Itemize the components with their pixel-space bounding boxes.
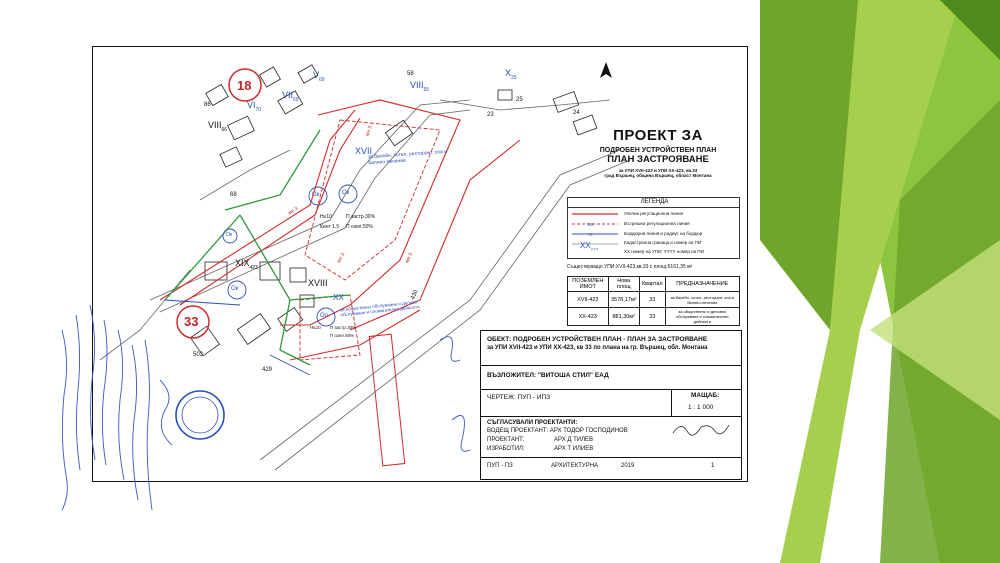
parcel-25: 25 <box>516 97 523 103</box>
param-kint: Кинт 1.5 <box>320 224 340 230</box>
legend-item-3: Бордюрна линия и радиус на бордюр <box>624 231 703 236</box>
legend <box>567 197 740 259</box>
table-cell: 3578,17м² <box>608 292 639 308</box>
parcels-table <box>567 276 740 326</box>
footer-code: ПУП - ПЗ <box>487 463 513 469</box>
legend-item-2: Вътрешна регулационна линия <box>624 221 690 226</box>
table-cell: 33 <box>639 292 665 308</box>
existing-area-note: Съществуващо УПИ:XVII-423,кв.33 с площ:6161,35 м² <box>567 264 693 270</box>
block-18-label: 18 <box>237 78 252 93</box>
upi-xix-label: $XIX_{423}$ <box>235 258 258 271</box>
param-build-density-2: П застр.30% <box>330 325 357 330</box>
zone-ok-label-2: Ок <box>342 190 350 196</box>
made-by-name: АРХ Т ИЛИЕВ <box>554 446 594 452</box>
zone-circles <box>223 185 357 326</box>
project-line-1: за УПИ XVII-423 и УПИ XX-423, кв.33 <box>618 168 698 173</box>
scale-value: 1 : 1 000 <box>688 404 714 411</box>
project-line-2: град Вършец, община Вършец, област Монтана <box>604 173 712 178</box>
agreed-designers: СЪГЛАСУВАЛИ ПРОЕКТАНТИ: <box>487 420 578 426</box>
client-line: ВЪЗЛОЖИТЕЛ: "ВИТОША СТИЛ" ЕАД <box>487 372 609 379</box>
object-label: ОБЕКТ: ПОДРОБЕН УСТРОЙСТВЕН ПЛАН - ПЛАН ЗА ЗАСТРОЯВАНЕ <box>487 336 708 343</box>
official-stamp <box>176 391 224 439</box>
legend-item-4: Кадастрална граница и номер на ПИ <box>624 240 702 245</box>
table-cell: за басейн, хотел, ресторант, спа и балнео-лечение <box>665 292 739 308</box>
object-line-2: за УПИ XVII-423 и УПИ XX-423, кв 33 по плана на гр. Вършец, обл. Монтана <box>487 345 708 351</box>
parcels-table-header <box>568 277 740 292</box>
upi-x-label: $X_{25}$ <box>505 68 517 81</box>
project-header <box>578 127 738 178</box>
designer-signature <box>671 419 731 439</box>
parcel-58: 58 <box>407 71 414 77</box>
param-greenery: П озел.50% <box>346 224 373 230</box>
parcel-503: 503 <box>193 352 204 358</box>
project-subtitle-1: ПОДРОБЕН УСТРОЙСТВЕН ПЛАН <box>599 147 717 154</box>
min-distance-2: мн 3 <box>287 205 300 217</box>
parcel-429: 429 <box>262 367 273 373</box>
upi-v-label: $V_{69}$ <box>313 70 325 83</box>
param-build-density: П застр.30% <box>346 214 376 220</box>
block-33-label: 33 <box>184 314 199 329</box>
zone-oo-label: Оо <box>320 313 329 319</box>
lead-designer: ВОДЕЩ ПРОЕКТАНТ: АРХ ТОДОР ГОСПОДИНОВ <box>487 428 628 434</box>
table-header-cell: Нова площ <box>608 277 639 292</box>
designer-label: ПРОЕКТАНТ: <box>487 437 525 443</box>
table-cell: XX-423 <box>568 308 609 326</box>
designer-name: АРХ Д ТИЛЕВ <box>554 437 594 443</box>
footer-part: АРХИТЕКТУРНА <box>551 463 599 469</box>
param-height-2: Н≤10 <box>310 325 321 330</box>
zone-ok-label-1: Ок <box>312 192 320 198</box>
title-block <box>480 330 742 480</box>
handwritten-signature <box>62 305 470 510</box>
purpose-xvii-note: за басейн, хотел, ресторант, спа и балнео-лечение <box>367 148 448 167</box>
min-distance-1: мн 3 <box>364 125 374 137</box>
table-row <box>568 308 740 326</box>
zone-ok-label-3: Ок <box>226 232 233 238</box>
legend-sample-32: 32 <box>588 232 594 237</box>
parcel-430: 430 <box>410 289 420 301</box>
upi-vi-label: $VI_{70}$ <box>247 100 262 113</box>
min-distance-3: мн 3 <box>335 252 347 264</box>
table-cell: за обществено и деловно обслужване и спомагателни дейности <box>665 308 739 326</box>
table-header-cell: ПРЕДНАЗНАЧЕНИЕ <box>665 277 739 292</box>
upi-xvii-label: XVII <box>355 146 373 156</box>
legend-title: ЛЕГЕНДА <box>640 199 669 205</box>
legend-sample-86: 86 <box>588 222 594 227</box>
param-greenery-2: П озел.50% <box>330 333 355 338</box>
parcel-68: 68 <box>230 192 237 198</box>
parcel-24: 24 <box>573 110 580 116</box>
table-header-cell: ПОЗЕМЛЕН ИМОТ <box>568 277 609 292</box>
made-by-label: ИЗРАБОТИЛ: <box>487 446 525 452</box>
legend-item-5: XX номер на УПИ; YYYY номер на ПИ <box>624 249 704 254</box>
param-height: Н≤10 <box>320 214 332 220</box>
legend-sample-xx: $XX_{YYY}$ <box>580 241 599 252</box>
scale-label: МАЩАБ: <box>691 392 720 399</box>
drawing-line: ЧЕРТЕЖ: ПУП - ИПЗ <box>487 394 551 401</box>
upi-viii-label: $VIII_{55}$ <box>410 80 430 93</box>
project-subtitle-2: ПЛАН ЗАСТРОЯВАНЕ <box>607 154 709 165</box>
legend-item-1: Улична регулационна линия <box>624 211 684 216</box>
footer-year: 2019 <box>621 463 635 469</box>
footer-sheet: 1 <box>711 463 715 469</box>
upi-viii-2-label: $VIII_{66}$ <box>208 120 228 133</box>
table-header-cell: Квартал <box>639 277 665 292</box>
zone-ok-label-4: Ок <box>231 286 239 292</box>
table-cell: 33 <box>639 308 665 326</box>
table-cell: 881,30м² <box>608 308 639 326</box>
north-arrow-icon <box>600 62 612 78</box>
parcel-23: 23 <box>487 112 494 118</box>
upi-vii-label: $VII_{69}$ <box>282 90 299 103</box>
min-distance-4: мн 3 <box>404 252 415 264</box>
upi-xx-label: XX <box>333 293 344 302</box>
upi-xviii-label: XVIII <box>308 278 328 288</box>
parcel-86: 86 <box>204 102 211 108</box>
table-cell: XVII-423 <box>568 292 609 308</box>
purpose-xx-note: за обществено обслужване и делово обслужване и спомагателни дейности <box>339 299 420 318</box>
table-row <box>568 292 740 308</box>
project-title: ПРОЕКТ ЗА <box>613 127 703 144</box>
